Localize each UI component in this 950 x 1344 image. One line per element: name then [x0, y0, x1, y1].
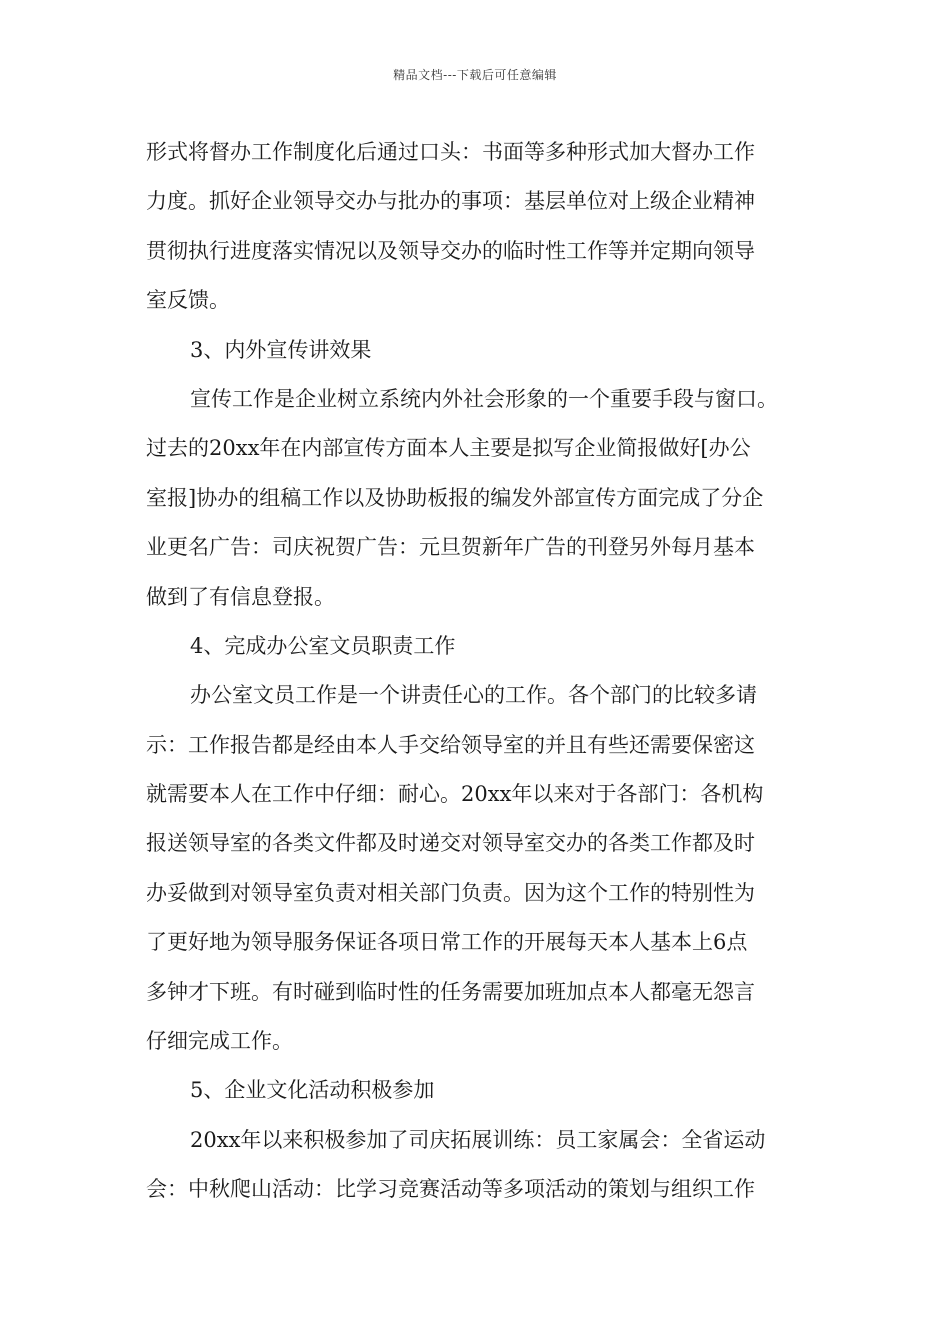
text-line: 贯彻执行进度落实情况以及领导交办的临时性工作等并定期向领导: [146, 238, 755, 263]
text-line: 仔细完成工作。: [146, 1029, 293, 1054]
section-heading: 4、完成办公室文员职责工作: [190, 633, 456, 658]
text-line: 业更名广告：司庆祝贺广告：元旦贺新年广告的刊登另外每月基本: [146, 535, 755, 560]
text-line: 室反馈。: [146, 288, 230, 313]
document-body: [146, 128, 810, 1215]
text-line: 形式将督办工作制度化后通过口头：书面等多种形式加大督办工作: [146, 140, 755, 164]
text-line: 示：工作报告都是经由本人手交给领导室的并且有些还需要保密这: [146, 732, 755, 757]
text-line: 力度。抓好企业领导交办与批办的事项：基层单位对上级企业精神: [146, 189, 755, 214]
section-heading: 3、内外宣传讲效果: [190, 337, 372, 362]
text-line: 就需要本人在工作中仔细：耐心。20xx年以来对于各部门：各机构: [146, 782, 764, 807]
text-line: 会：中秋爬山活动：比学习竞赛活动等多项活动的策划与组织工作: [146, 1177, 755, 1202]
page-header: 精品文档---下载后可任意编辑: [393, 68, 557, 82]
text-line: 多钟才下班。有时碰到临时性的任务需要加班加点本人都毫无怨言: [146, 979, 755, 1004]
text-line: 室报]协办的组稿工作以及协助板报的编发外部宣传方面完成了分企: [146, 485, 764, 510]
text-line: 报送领导室的各类文件都及时递交对领导室交办的各类工作都及时: [146, 831, 755, 856]
text-line: 办公室文员工作是一个讲责任心的工作。各个部门的比较多请: [190, 683, 757, 708]
text-line: 过去的20xx年在内部宣传方面本人主要是拟写企业简报做好[办公: [146, 436, 751, 461]
text-line: 20xx年以来积极参加了司庆拓展训练：员工家属会：全省运动: [190, 1127, 766, 1152]
section-heading: 5、企业文化活动积极参加: [190, 1078, 435, 1103]
text-line: 了更好地为领导服务保证各项日常工作的开展每天本人基本上6点: [146, 930, 748, 955]
text-line: 做到了有信息登报。: [146, 584, 335, 609]
text-line: 办妥做到对领导室负责对相关部门负责。因为这个工作的特别性为: [146, 880, 755, 905]
text-line: 宣传工作是企业树立系统内外社会形象的一个重要手段与窗口。: [190, 386, 778, 411]
